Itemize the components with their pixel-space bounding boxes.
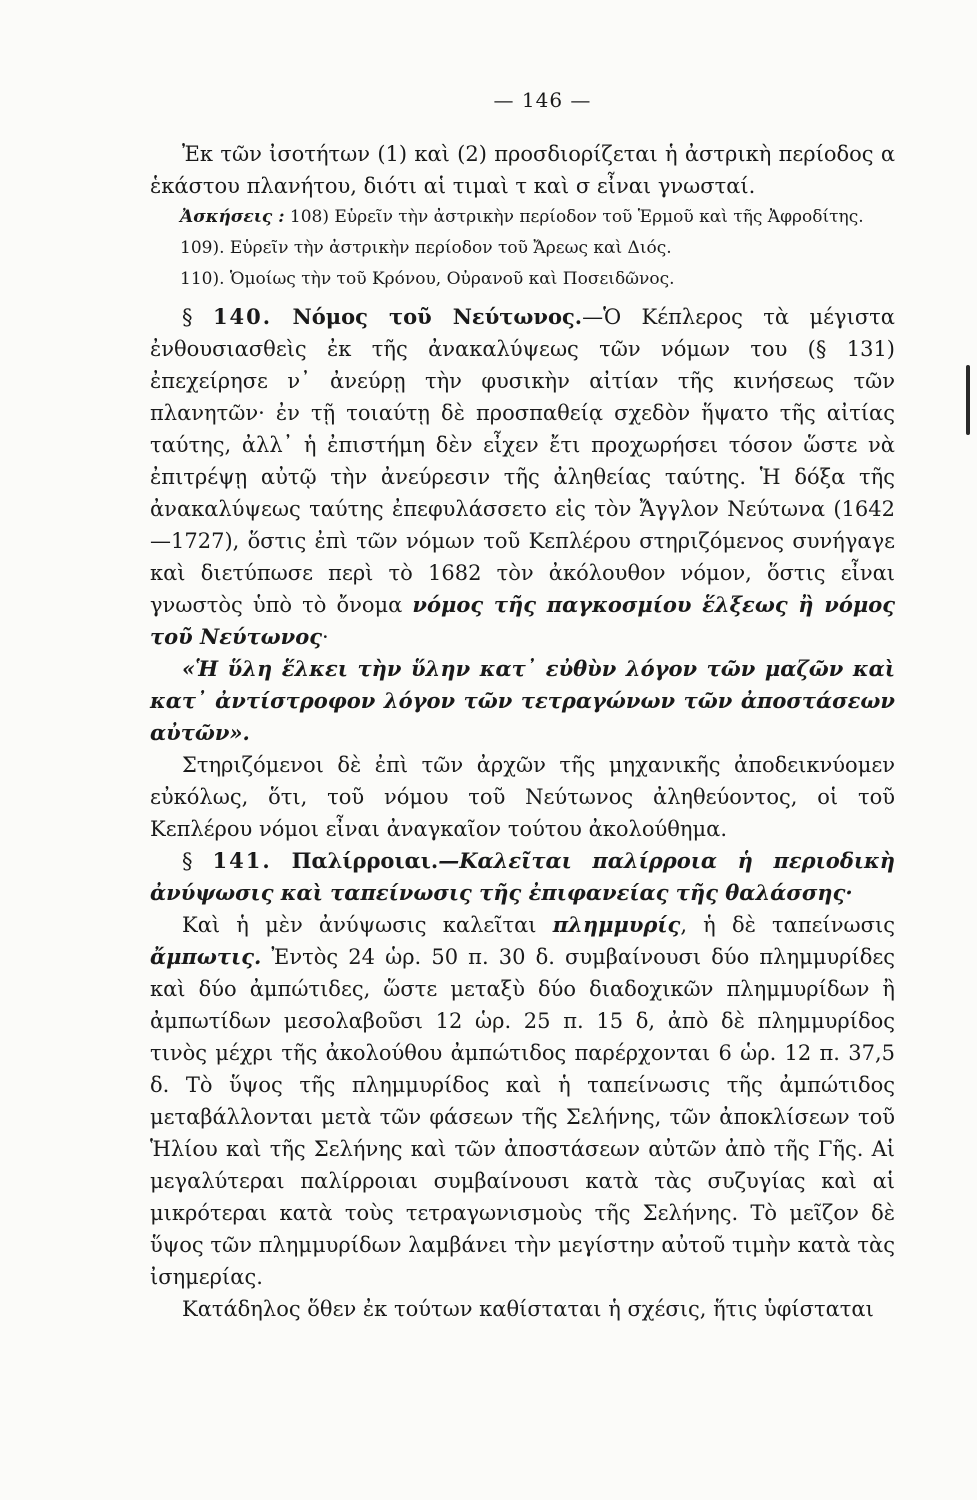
section-141-body (150, 909, 895, 1293)
section-140-number: 140. (212, 304, 273, 329)
section-141-heading-paragraph (150, 845, 895, 909)
term-ampotis: ἄμπωτις. (150, 944, 262, 969)
section-141-symbol: § (182, 849, 193, 873)
section-141-text-b: , ἡ δὲ ταπείνωσις (680, 913, 895, 937)
section-140-title: Νόμος τοῦ Νεύτωνος. (292, 304, 583, 329)
section-141-number: 141. (212, 848, 272, 873)
section-140-paragraph (150, 301, 895, 653)
intro-paragraph: Ἐκ τῶν ἰσοτήτων (1) καὶ (2) προσδιορίζεται ἡ ἀστρικὴ περίοδος α ἑκάστου πλανήτου, διότι αἱ τιμαὶ τ καὶ σ εἶναι γνωσταί. (150, 142, 895, 198)
newton-law-quote: «Ἡ ὕλη ἕλκει τὴν ὕλην κατ᾿ εὐθὺν λόγον τῶν μαζῶν καὶ κατ᾿ ἀντίστροφον λόγον τῶν τετραγώνων τῶν ἀποστάσεων αὐτῶν». (150, 656, 895, 745)
section-141-definition: —Καλεῖται παλίρροια ἡ περιοδικὴ ἀνύψωσις καὶ ταπείνωσις τῆς ἐπιφανείας τῆς θαλάσσης· (150, 848, 895, 905)
exercises-label: Ἀσκήσεις : (180, 207, 285, 227)
section-140-text: —Ὁ Κέπλερος τὰ μέγιστα ἐνθουσιασθεὶς ἐκ τῆς ἀνακαλύψεως τῶν νόμων του (§ 131) ἐπεχείρησε ν᾿ ἀνεύρῃ τὴν φυσικὴν αἰτίαν τῆς κινήσεως τῶν πλανητῶν· ἐν τῇ τοιαύτῃ δὲ προσπαθείᾳ σχεδὸν ἥψατο τῆς αἰτίας ταύτης, ἀλλ᾿ ἡ ἐπιστήμη δὲν εἶχεν ἔτι προχωρήσει τόσον ὥστε νὰ ἐπιτρέψῃ αὐτῷ τὴν ἀνεύρεσιν τῆς ἀληθείας ταύτης. Ἡ δόξα τῆς ἀνακαλύψεως ταύτης ἐπεφυλάσσετο εἰς τὸν Ἄγγλον Νεύτωνα (1642—1727), ὅστις ἐπὶ τῶν νόμων τοῦ Κεπλέρου στηριζόμενος συνήγαγε καὶ διετύπωσε περὶ τὸ 1682 τὸν ἀκόλουθον νόμον, ὅστις εἶναι γνωστὸς ὑπὸ τὸ ὄνομα (150, 305, 895, 617)
law-name: νόμος τῆς παγκοσμίου ἕλξεως ἢ νόμος τοῦ Νεύτωνος (150, 592, 896, 649)
term-plimmyris: πλημμυρίς (552, 912, 681, 937)
section-141-text-a: Καὶ ἡ μὲν ἀνύψωσις καλεῖται (182, 913, 553, 937)
exercise-108 (150, 202, 895, 233)
section-140-symbol: § (182, 305, 193, 329)
book-page (150, 88, 895, 1325)
exercise-109: 109). Εὑρεῖν τὴν ἀστρικὴν περίοδον τοῦ Ἄρεως καὶ Διός. (180, 238, 672, 258)
binding-edge-mark (966, 365, 970, 435)
section-140-text-end: · (322, 625, 329, 649)
exercise-110: 110). Ὁμοίως τὴν τοῦ Κρόνου, Οὐρανοῦ καὶ Ποσειδῶνος. (180, 269, 675, 289)
section-141-title: Παλίρροιαι. (291, 848, 439, 873)
exercise-108-text: 108) Εὑρεῖν τὴν ἀστρικὴν περίοδον τοῦ Ἑρμοῦ καὶ τῆς Ἀφροδίτης. (289, 207, 864, 227)
page-number: — 146 — (493, 88, 592, 112)
section-141-text-c: Ἐντὸς 24 ὡρ. 50 π. 30 δ. συμβαίνουσι δύο πλημμυρίδες καὶ δύο ἀμπώτιδες, ὥστε μεταξὺ δύο διαδοχικῶν πλημμυρίδων ἢ ἀμπωτίδων μεσολαβοῦσι 12 ὡρ. 25 π. 15 δ, ἀπὸ δὲ πλημμυρίδος τινὸς μέχρι τῆς ἀκολούθου ἀμπώτιδος παρέρχονται 6 ὡρ. 12 π. 37,5 δ. Τὸ ὕψος τῆς πλημμυρίδος καὶ ἡ ταπείνωσις τῆς ἀμπώτιδος μεταβάλλονται μετὰ τῶν φάσεων τῆς Σελήνης, τῶν ἀποκλίσεων τοῦ Ἡλίου καὶ τῆς Σελήνης καὶ τῶν ἀποστάσεων αὐτῶν ἀπὸ τῆς Γῆς. Αἱ μεγαλύτεραι παλίρροιαι συμβαίνουσι κατὰ τὰς συζυγίας καὶ αἱ μικρότεραι κατὰ τοὺς τετραγωνισμοὺς τῆς Σελήνης. Τὸ μεῖζον δὲ ὕψος τῶν πλημμυρίδων λαμβάνει τὴν μεγίστην αὐτοῦ τιμὴν κατὰ τὰς ἰσημερίας. (150, 945, 895, 1289)
final-paragraph: Κατάδηλος ὅθεν ἐκ τούτων καθίσταται ἡ σχέσις, ἥτις ὑφίσταται (182, 1297, 874, 1321)
section-140-conclusion: Στηριζόμενοι δὲ ἐπὶ τῶν ἀρχῶν τῆς μηχανικῆς ἀποδεικνύομεν εὐκόλως, ὅτι, τοῦ νόμου τοῦ Νεύτωνος ἀληθεύοντος, οἱ τοῦ Κεπλέρου νόμοι εἶναι ἀναγκαῖον τούτου ἀκολούθημα. (150, 753, 895, 841)
